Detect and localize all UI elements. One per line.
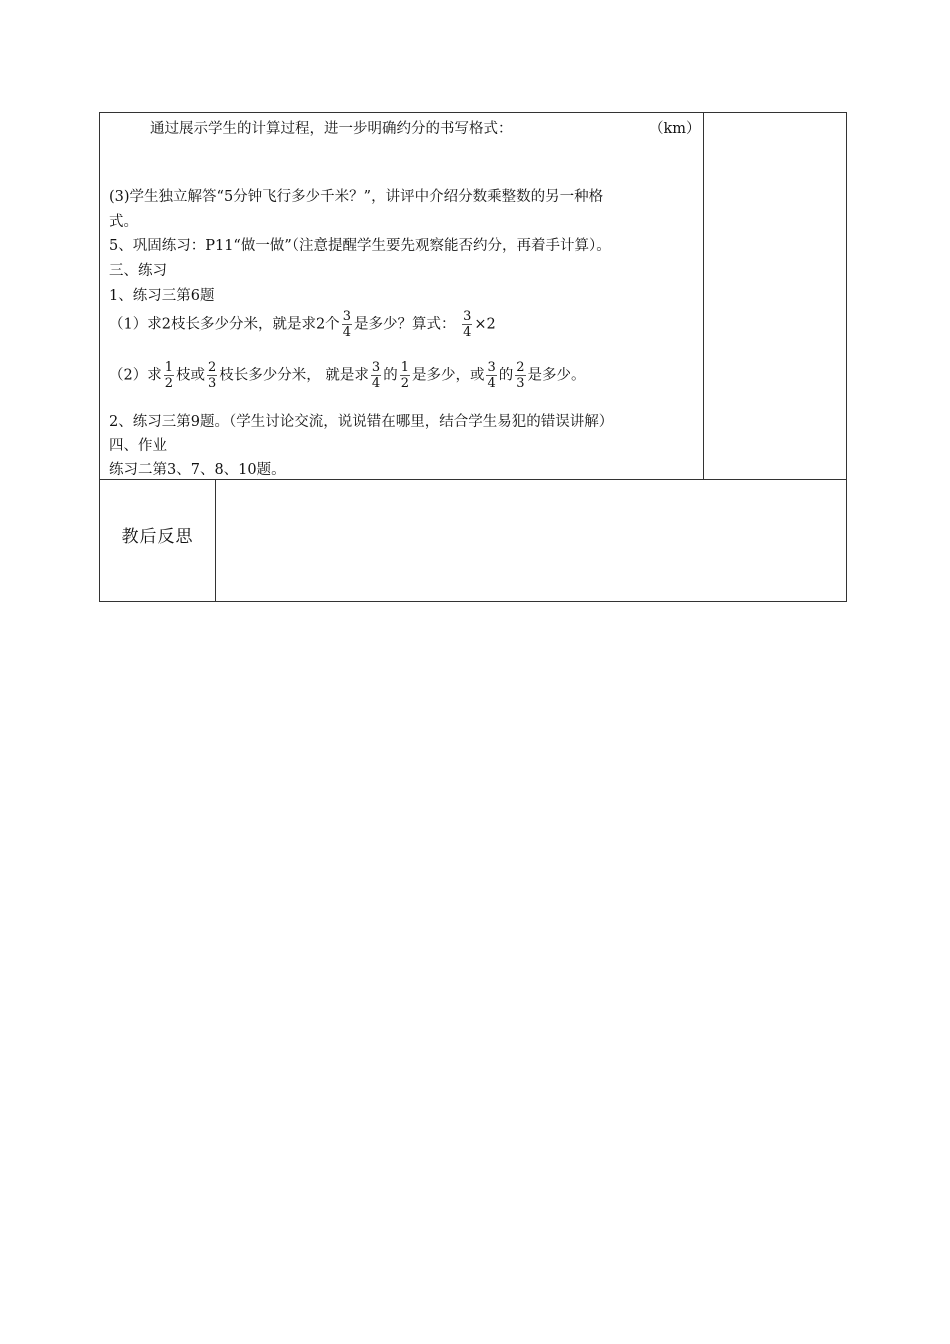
q2-text-f: 的: [498, 367, 514, 384]
q1-text-b: 是多少？算式：: [353, 316, 456, 333]
reflection-label-cell: [100, 480, 216, 601]
text-line-exercise-2: 2、练习三第9题。（学生讨论交流，说说错在哪里，结合学生易犯的错误讲解）: [109, 414, 614, 430]
text-line-q2: [109, 360, 586, 391]
notes-cell: [703, 113, 846, 479]
q2-text-c: 枝长多少分米， 就是求: [219, 367, 369, 384]
reflection-label: 教后反思: [121, 527, 194, 547]
text-line-q3: (3)学生独立解答“5分钟飞行多少千米？”，讲评中介绍分数乘整数的另一种格: [109, 189, 604, 205]
q1-text-a: （1）求2枝长多少分米，就是求2个: [109, 316, 340, 333]
fraction-3-4: $\frac{3}{4}$: [371, 360, 381, 391]
text-line-format: 通过展示学生的计算过程，进一步明确约分的书写格式：: [150, 121, 513, 137]
q2-text-g: 是多少。: [527, 367, 586, 384]
q2-text-b: 枝或: [176, 367, 206, 384]
fraction-1-2: $\frac{1}{2}$: [400, 360, 409, 391]
section-heading-homework: 四、作业: [109, 438, 167, 454]
fraction-1-2: $\frac{1}{2}$: [164, 360, 174, 391]
text-line-consolidate: 5、巩固练习：P11“做一做”（注意提醒学生要先观察能否约分，再着手计算）。: [109, 238, 611, 254]
unit-label: （km）: [649, 121, 701, 137]
q1-text-c: ×2: [474, 316, 496, 333]
fraction-2-3: $\frac{2}{3}$: [516, 360, 525, 391]
text-line-q1: [109, 309, 496, 340]
lesson-table: [99, 112, 847, 602]
fraction-3-4: $\frac{3}{4}$: [342, 309, 351, 340]
lesson-content-row: [99, 112, 847, 480]
text-line-homework: 练习二第3、7、8、10题。: [109, 462, 286, 478]
reflection-row: [99, 480, 847, 602]
fraction-3-4: $\frac{3}{4}$: [463, 309, 472, 340]
q2-text-d: 的: [383, 367, 398, 384]
section-heading-practice: 三、练习: [109, 263, 167, 279]
fraction-3-4: $\frac{3}{4}$: [487, 360, 496, 391]
text-line-q3-cont: 式。: [109, 214, 138, 230]
fraction-2-3: $\frac{2}{3}$: [208, 360, 217, 391]
q2-text-a: （2）求: [109, 367, 162, 384]
text-line-exercise-1: 1、练习三第6题: [109, 288, 215, 304]
q2-text-e: 是多少，或: [411, 367, 485, 384]
